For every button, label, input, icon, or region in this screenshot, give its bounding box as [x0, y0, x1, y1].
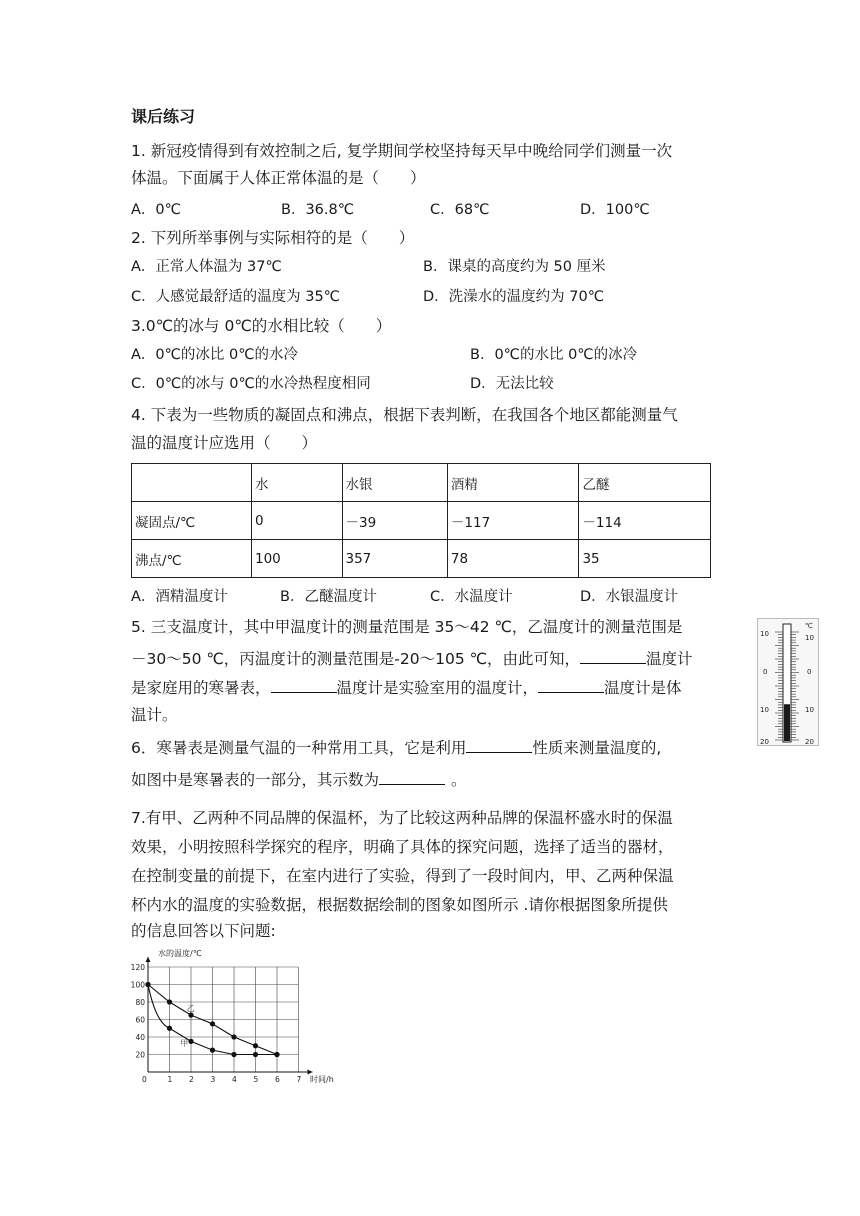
table-cell: 100 — [252, 540, 343, 578]
q3-option-a: A．0℃的冰比 0℃的水冷 — [131, 347, 299, 363]
q5-text-line4: 温计。 — [131, 706, 178, 724]
table-cell: －117 — [447, 502, 579, 540]
chart-x-tick-label: 3 — [210, 1075, 216, 1084]
chart-x-tick-label: 2 — [189, 1075, 194, 1084]
chart-x-tick-label: 6 — [275, 1075, 280, 1084]
thermometer-right-label: 0 — [807, 668, 812, 676]
q6-text-line2 — [131, 768, 467, 790]
chart-data-point — [274, 1052, 279, 1057]
q5-text-line3a: 是家庭用的寒暑表， — [131, 679, 271, 697]
q2-option-c: C．人感觉最舒适的温度为 35℃ — [131, 289, 340, 305]
q6-text-line2b: 。 — [451, 771, 467, 789]
thermometer-left-label: 0 — [763, 668, 768, 676]
thermometer-liquid — [784, 704, 790, 741]
q7-text-line3: 在控制变量的前提下，在室内进行了实验，得到了一段时间内，甲、乙两种保温 — [131, 867, 674, 885]
q2-option-b: B．课桌的高度约为 50 厘米 — [423, 259, 606, 275]
answer-blank[interactable] — [466, 736, 532, 753]
chart-x-tick-label: 4 — [232, 1075, 237, 1084]
q7-text-line1: 7.有甲、乙两种不同品牌的保温杯，为了比较这两种品牌的保温杯盛水时的保温 — [131, 809, 673, 827]
thermometer-left-label: 10 — [760, 630, 769, 638]
q1-text-line2: 体温。下面属于人体正常体温的是（ ） — [131, 169, 426, 187]
q4-option-b: B．乙醚温度计 — [280, 589, 377, 605]
q7-text-line4: 杯内水的温度的实验数据，根据数据绘制的图象如图所示 .请你根据图象所提供 — [131, 896, 668, 914]
q3-option-b: B．0℃的水比 0℃的冰冷 — [470, 347, 638, 363]
chart-y-tick-label: 40 — [135, 1033, 145, 1042]
table-row — [132, 540, 711, 578]
table-header-row — [132, 464, 711, 502]
chart-x-tick-label: 5 — [253, 1075, 259, 1084]
q6-text-line1 — [131, 736, 661, 758]
chart-ylabel: 水的温度/℃ — [158, 949, 202, 958]
answer-blank[interactable] — [538, 676, 604, 693]
chart-y-tick-label: 120 — [130, 963, 145, 972]
chart-y-tick-label: 60 — [135, 1015, 145, 1025]
substance-table — [131, 463, 711, 578]
thermometer-left-label: 20 — [760, 738, 769, 746]
chart-data-point — [210, 1021, 215, 1026]
q3-text-line1: 3.0℃的冰与 0℃的水相比较（ ） — [131, 317, 392, 335]
q5-text-line2a: －30～50 ℃，丙温度计的测量范围是-20～105 ℃，由此可知， — [131, 650, 581, 668]
chart-x-tick-label: 1 — [167, 1075, 173, 1084]
table-cell: 357 — [342, 540, 447, 578]
chart-axes — [146, 957, 313, 1075]
chart-x-arrow — [308, 1070, 313, 1075]
chart-data-point — [188, 1039, 193, 1044]
answer-blank[interactable] — [580, 647, 646, 664]
table-header-cell: 水 — [252, 464, 343, 502]
chart-y-tick-label: 100 — [130, 980, 145, 990]
chart-tick-labels — [131, 963, 302, 1084]
q1-option-b: B．36.8℃ — [281, 202, 355, 218]
answer-blank[interactable] — [271, 676, 337, 693]
q1-option-a: A．0℃ — [131, 202, 181, 218]
chart-xlabel: 时间/h — [310, 1075, 334, 1084]
chart-data-point — [231, 1034, 236, 1039]
section-title: 课后练习 — [131, 107, 196, 126]
chart-data-point — [253, 1052, 258, 1057]
table-cell: 凝固点/℃ — [132, 502, 252, 540]
table-cell: 沸点/℃ — [132, 540, 252, 578]
table-header-cell — [132, 464, 252, 502]
q5-text-line2 — [131, 647, 693, 669]
q5-text-line1: 5. 三支温度计，其中甲温度计的测量范围是 35～42 ℃，乙温度计的测量范围是 — [131, 618, 683, 636]
chart-data-point — [231, 1052, 236, 1057]
q2-option-a: A．正常人体温为 37℃ — [131, 259, 282, 275]
table-cell: －39 — [342, 502, 447, 540]
table-cell: 35 — [579, 540, 711, 578]
thermometer-right-label: 20 — [805, 738, 814, 746]
q5-text-line2b: 温度计 — [646, 650, 693, 668]
thermometer-right-label: 10 — [805, 634, 814, 642]
q4-option-c: C．水温度计 — [430, 589, 513, 605]
chart-y-arrow — [146, 957, 151, 962]
table-header-cell: 乙醚 — [579, 464, 711, 502]
q4-text-line1: 4. 下表为一些物质的凝固点和沸点，根据下表判断，在我国各个地区都能测量气 — [131, 406, 678, 424]
q2-text-line1: 2. 下列所举事例与实际相符的是（ ） — [131, 229, 415, 247]
q4-option-a: A．酒精温度计 — [131, 589, 228, 605]
q2-option-d: D．洗澡水的温度约为 70℃ — [423, 289, 605, 305]
q5-text-line3b: 温度计是实验室用的温度计， — [336, 679, 539, 697]
q1-text-line1: 1. 新冠疫情得到有效控制之后, 复学期间学校坚持每天早中晚给同学们测量一次 — [131, 142, 673, 160]
chart-data-point — [188, 1013, 193, 1018]
q4-text-line2: 温的温度计应选用（ ） — [131, 434, 318, 452]
q4-option-d: D．水银温度计 — [580, 589, 679, 605]
chart-data-point — [253, 1043, 258, 1048]
chart-series-label: 甲 — [180, 1038, 189, 1048]
table-cell: 78 — [447, 540, 579, 578]
chart-series-label: 乙 — [186, 1003, 195, 1013]
chart-data-point — [145, 982, 150, 987]
chart-data-point — [167, 999, 172, 1004]
q6-text-line1b: 性质来测量温度的, — [532, 739, 662, 757]
chart-data-point — [167, 1026, 172, 1031]
q7-text-line2: 效果，小明按照科学探究的程序，明确了具体的探究问题，选择了适当的器材， — [131, 838, 674, 856]
thermometer-right-label: 10 — [805, 706, 814, 714]
q6-text-line2a: 如图中是寒暑表的一部分，其示数为 — [131, 771, 380, 789]
q5-text-line3 — [131, 676, 682, 698]
q5-text-line3c: 温度计是体 — [604, 679, 682, 697]
q1-option-d: D．100℃ — [580, 202, 650, 218]
answer-blank[interactable] — [379, 768, 445, 785]
chart-data-point — [210, 1048, 215, 1053]
chart-x-tick-label: 0 — [142, 1075, 147, 1084]
thermometer-left-label: 10 — [760, 706, 769, 714]
table-cell: 0 — [252, 502, 343, 540]
chart-x-tick-label: 7 — [296, 1075, 302, 1084]
thermometer-figure — [757, 618, 819, 746]
table-header-cell: 酒精 — [447, 464, 579, 502]
q7-text-line5: 的信息回答以下问题: — [131, 922, 276, 940]
q1-option-c: C．68℃ — [430, 202, 490, 218]
thermometer-unit: ℃ — [805, 622, 813, 630]
q6-text-line1a: 6．寒暑表是测量气温的一种常用工具，它是利用 — [131, 739, 467, 757]
table-row — [132, 502, 711, 540]
chart-y-tick-label: 80 — [135, 998, 145, 1007]
temperature-chart — [128, 944, 358, 1089]
table-header-cell: 水银 — [342, 464, 447, 502]
table-cell: －114 — [579, 502, 711, 540]
q3-option-d: D．无法比较 — [470, 376, 554, 392]
chart-y-tick-label: 20 — [135, 1050, 145, 1060]
q3-option-c: C．0℃的冰与 0℃的水冷热程度相同 — [131, 376, 371, 392]
